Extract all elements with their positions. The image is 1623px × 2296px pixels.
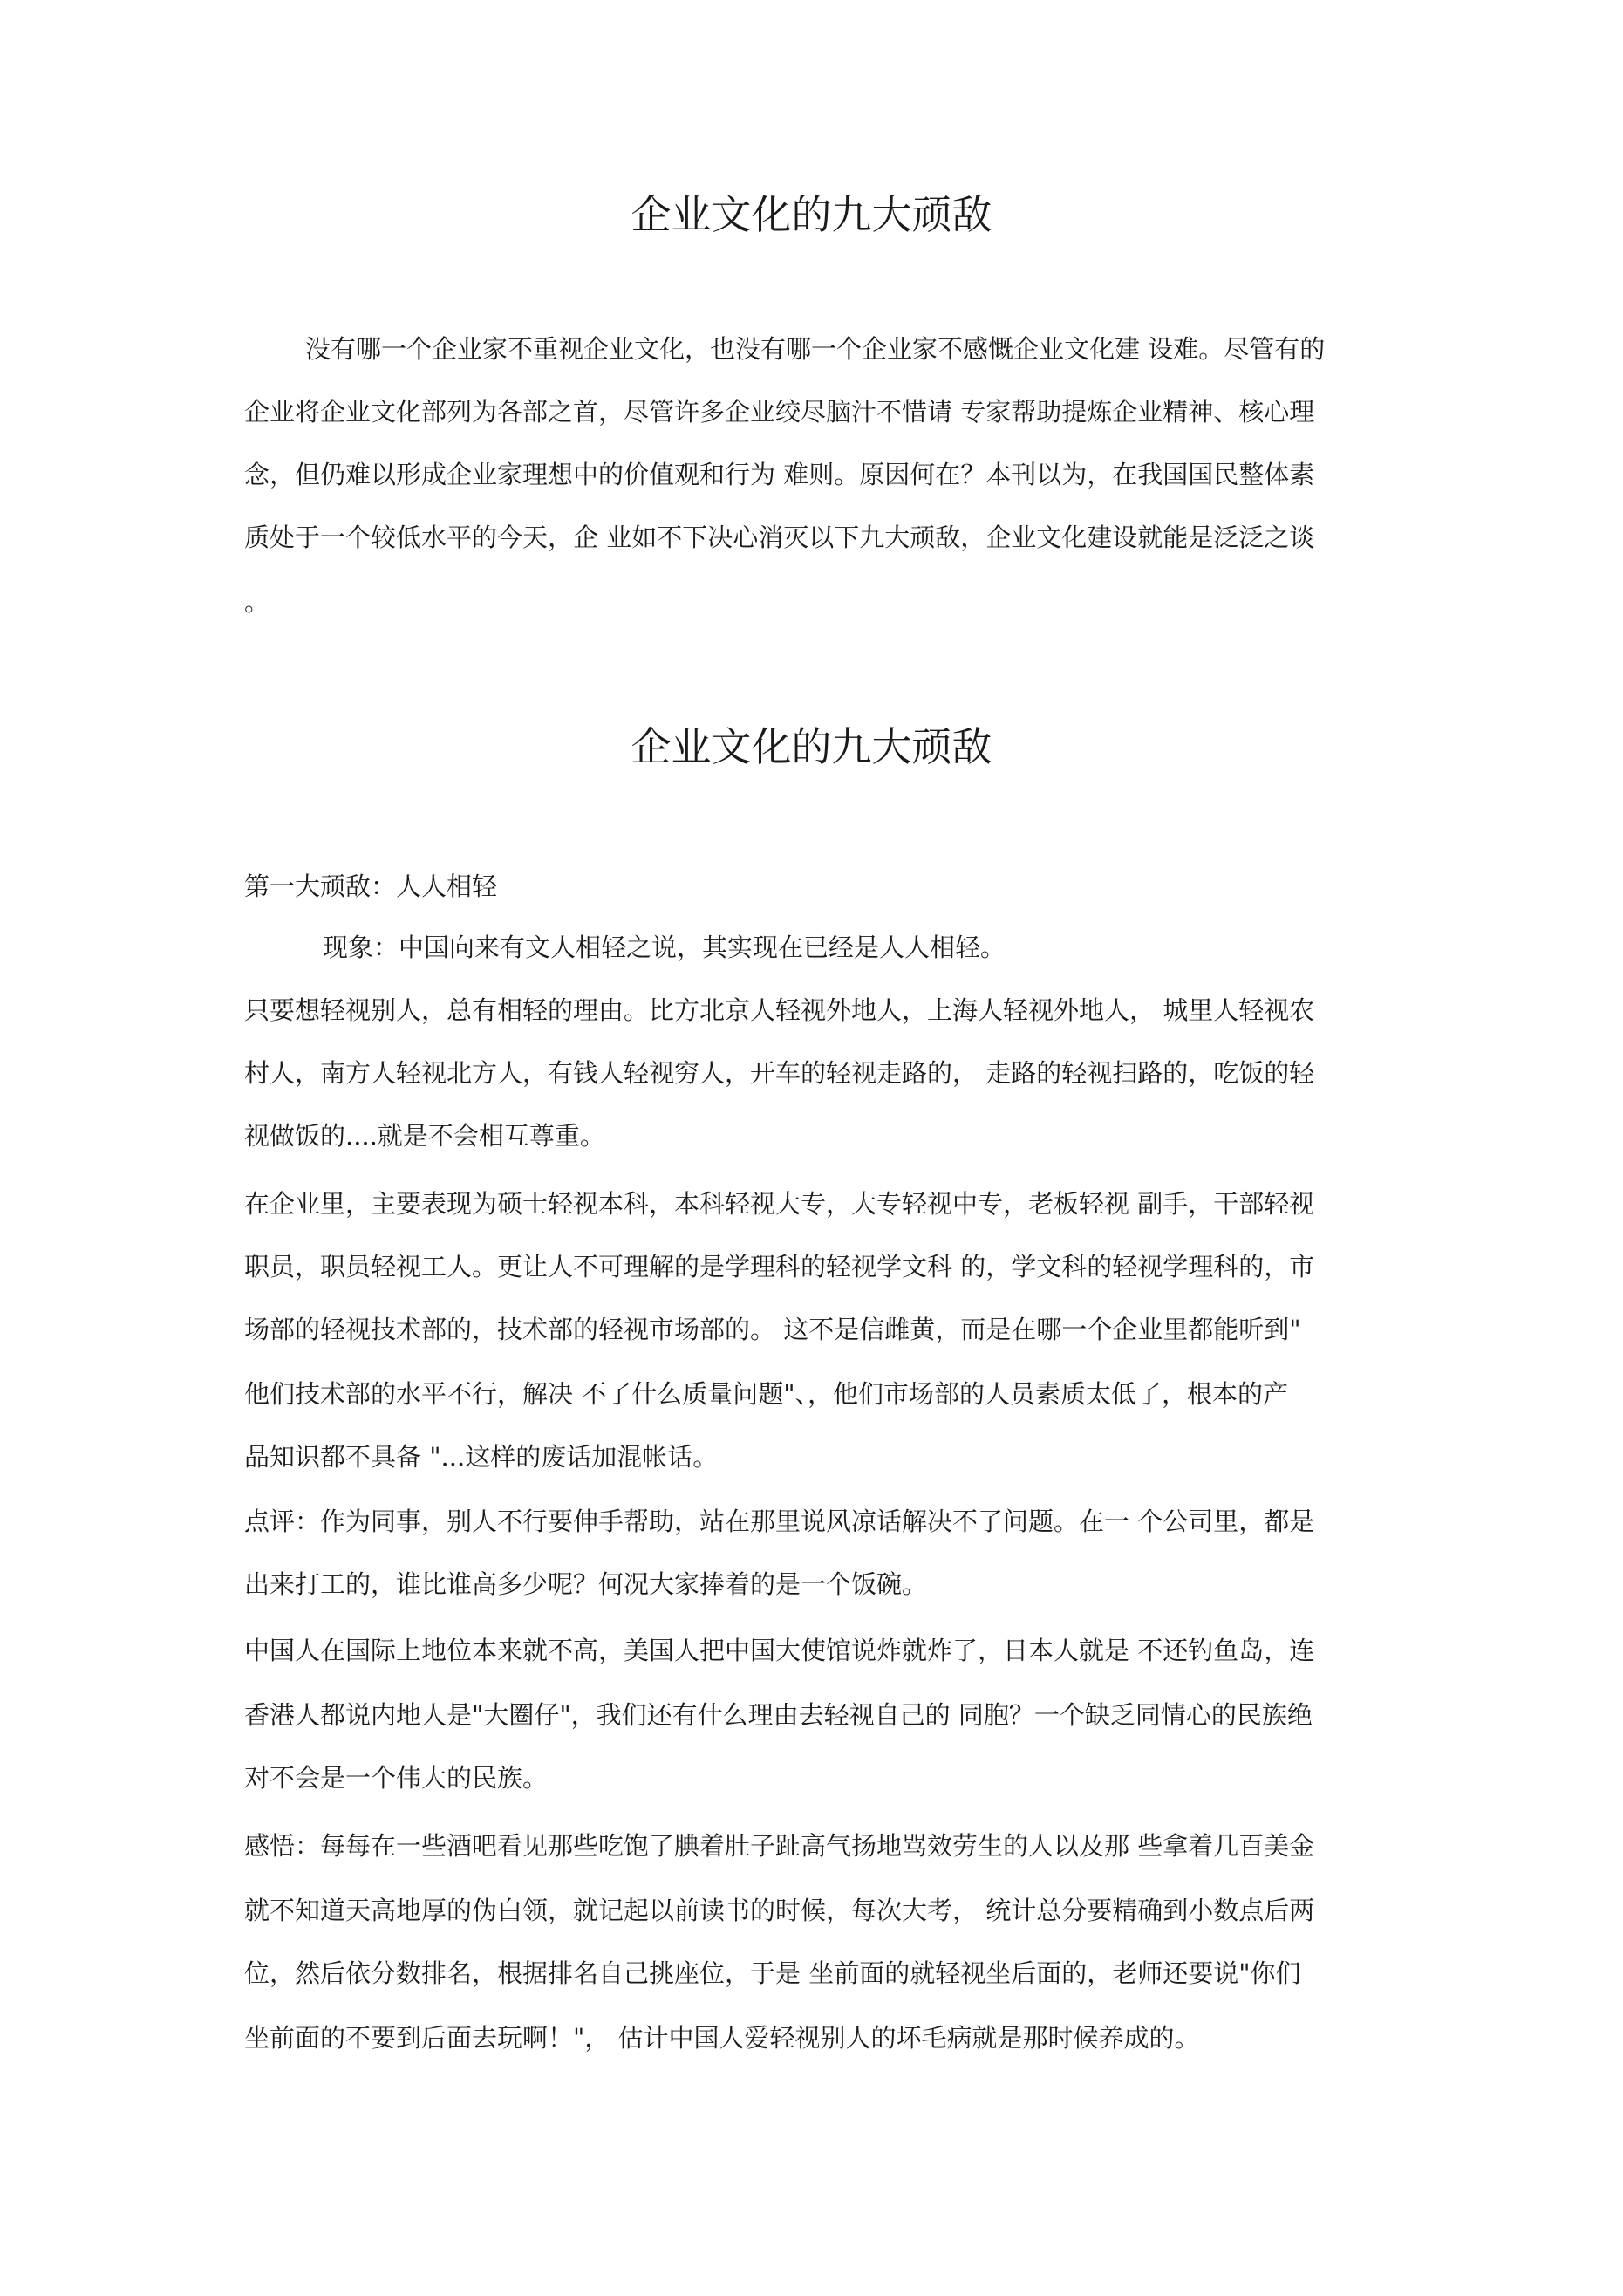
- text-line: 香港人都说内地人是"大圈仔"，我们还有什么理由去轻视自己的 同胞？一个缺乏同情心的民族绝: [244, 1700, 1313, 1730]
- text-line: 只要想轻视别人，总有相轻的理由。比方北京人轻视外地人，上海人轻视外地人， 城里人轻视农: [244, 995, 1315, 1025]
- intro-line: 念，但仍难以形成企业家理想中的价值观和行为 难则。原因何在？本刊以为，在我国国民整体素: [244, 460, 1315, 489]
- text-line: 在企业里，主要表现为硕士轻视本科，本科轻视大专，大专轻视中专，老板轻视 副手，干部轻视: [244, 1189, 1315, 1219]
- section-title: 企业文化的九大顽敌: [631, 723, 992, 770]
- intro-line: 没有哪一个企业家不重视企业文化，也没有哪一个企业家不感慨企业文化建 设难。尽管有的: [305, 334, 1326, 364]
- enemy-1-heading: 第一大顽敌：人人相轻: [244, 871, 498, 901]
- text-line: 职员，职员轻视工人。更让人不可理解的是学理科的轻视学文科 的，学文科的轻视学理科的，市: [244, 1252, 1315, 1281]
- text-line: 点评：作为同事，别人不行要伸手帮助，站在那里说风凉话解决不了问题。在一 个公司里，都是: [244, 1507, 1315, 1536]
- text-line: 中国人在国际上地位本来就不高，美国人把中国大使馆说炸就炸了，日本人就是 不还钓鱼岛，连: [244, 1636, 1315, 1665]
- document-title: 企业文化的九大顽敌: [631, 191, 992, 238]
- phenomenon-paragraph: 现象：中国向来有文人相轻之说，其实现在已经是人人相轻。: [323, 933, 1006, 962]
- intro-line: 企业将企业文化部列为各部之首，尽管许多企业绞尽脑汁不惜请 专家帮助提炼企业精神、核心理: [244, 397, 1315, 427]
- text-line: 场部的轻视技术部的，技术部的轻视市场部的。 这不是信雌黄，而是在哪一个企业里都能听到": [244, 1315, 1301, 1344]
- text-line: 对不会是一个伟大的民族。: [244, 1763, 549, 1793]
- text-line: 视做饭的....就是不会相互尊重。: [244, 1121, 605, 1151]
- intro-line: 。: [244, 587, 270, 617]
- text-line: 村人，南方人轻视北方人，有钱人轻视穷人，开车的轻视走路的， 走路的轻视扫路的，吃饭的轻: [244, 1058, 1315, 1088]
- text-line: 坐前面的不要到后面去玩啊！"， 估计中国人爱轻视别人的坏毛病就是那时候养成的。: [244, 2023, 1200, 2053]
- text-line: 品知识都不具备 "...这样的废话加混帐话。: [244, 1442, 719, 1472]
- text-line: 就不知道天高地厚的伪白领，就记起以前读书的时候，每次大考， 统计总分要精确到小数点后两: [244, 1896, 1315, 1925]
- text-line: 位，然后依分数排名，根据排名自己挑座位，于是 坐前面的就轻视坐后面的，老师还要说"你们: [244, 1958, 1301, 1988]
- intro-line: 质处于一个较低水平的今天，企 业如不下决心消灭以下九大顽敌，企业文化建设就能是泛泛之谈: [244, 523, 1315, 552]
- text-line: 出来打工的，谁比谁高多少呢？何况大家捧着的是一个饭碗。: [244, 1569, 928, 1599]
- text-line: 他们技术部的水平不行，解决 不了什么质量问题"、，他们市场部的人员素质太低了，根本的产: [244, 1379, 1289, 1409]
- text-line: 感悟：每每在一些酒吧看见那些吃饱了腆着肚子趾高气扬地骂效劳生的人以及那 些拿着几百美金: [244, 1831, 1315, 1861]
